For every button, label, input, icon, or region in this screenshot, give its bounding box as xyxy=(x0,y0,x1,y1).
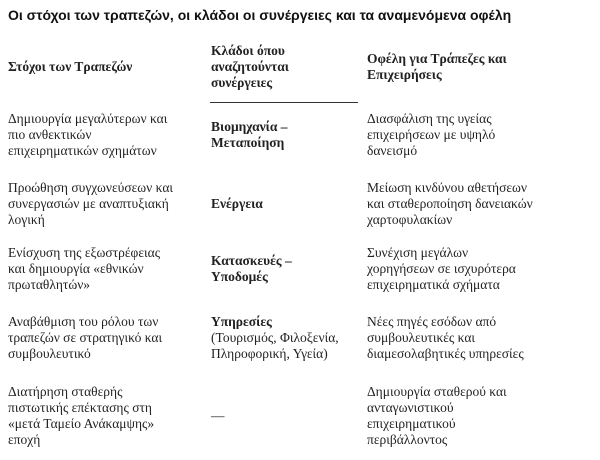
row-2-goal: Προώθηση συγχωνεύσεων και συνεργασιών με αναπτυξιακή λογική xyxy=(8,180,174,227)
row-1-benefit: Διασφάλιση της υγείας επιχειρήσεων με υψηλό δανεισμό xyxy=(367,111,496,158)
row-1-sector: Βιομηχανία – Μεταποίηση xyxy=(211,119,288,150)
row-2-benefit: Μείωση κινδύνου αθετήσεων και σταθεροποίηση δανειακών χαρτοφυλακίων xyxy=(367,180,533,227)
row-2-sector: Ενέργεια xyxy=(211,196,263,211)
row-1-goal: Δημιουργία μεγαλύτερων και πιο ανθεκτικών επιχειρηματικών σχημάτων xyxy=(8,111,168,158)
row-5-sector: — xyxy=(211,408,225,423)
header-goals: Στόχοι των Τραπεζών xyxy=(8,59,133,74)
row-4-sector: Υπηρεσίες (Τουρισμός, Φιλοξενία, Πληροφορική, Υγεία) xyxy=(211,314,339,361)
header-underline xyxy=(210,102,358,103)
page-title: Οι στόχοι των τραπεζών, οι κλάδοι οι συνέργειες και τα αναμενόμενα οφέλη xyxy=(8,7,512,23)
header-sectors: Κλάδοι όπου αναζητούνται συνέργειες xyxy=(211,43,289,90)
row-3-sector: Κατασκευές – Υποδομές xyxy=(211,253,292,284)
row-4-goal: Αναβάθμιση του ρόλου των τραπεζών σε στρατηγικό και συμβουλευτικό xyxy=(8,314,163,361)
row-5-goal: Διατήρηση σταθερής πιστωτικής επέκτασης στη «μετά Ταμείο Ανάκαμψης» εποχή xyxy=(8,384,155,447)
row-5-benefit: Δημιουργία σταθερού και ανταγωνιστικού επιχειρηματικού περιβάλλοντος xyxy=(367,384,507,447)
header-benefits: Οφέλη για Τράπεζες και Επιχειρήσεις xyxy=(367,51,507,82)
row-4-sector-detail: (Τουρισμός, Φιλοξενία, Πληροφορική, Υγεία) xyxy=(211,330,339,361)
row-3-benefit: Συνέχιση μεγάλων χορηγήσεων σε ισχυρότερα επιχειρηματικά σχήματα xyxy=(367,245,516,292)
row-4-benefit: Νέες πηγές εσόδων από συμβουλευτικές και διαμεσολαβητικές υπηρεσίες xyxy=(367,314,524,361)
row-3-goal: Ενίσχυση της εξωστρέφειας και δημιουργία «εθνικών πρωταθλητών» xyxy=(8,245,161,292)
